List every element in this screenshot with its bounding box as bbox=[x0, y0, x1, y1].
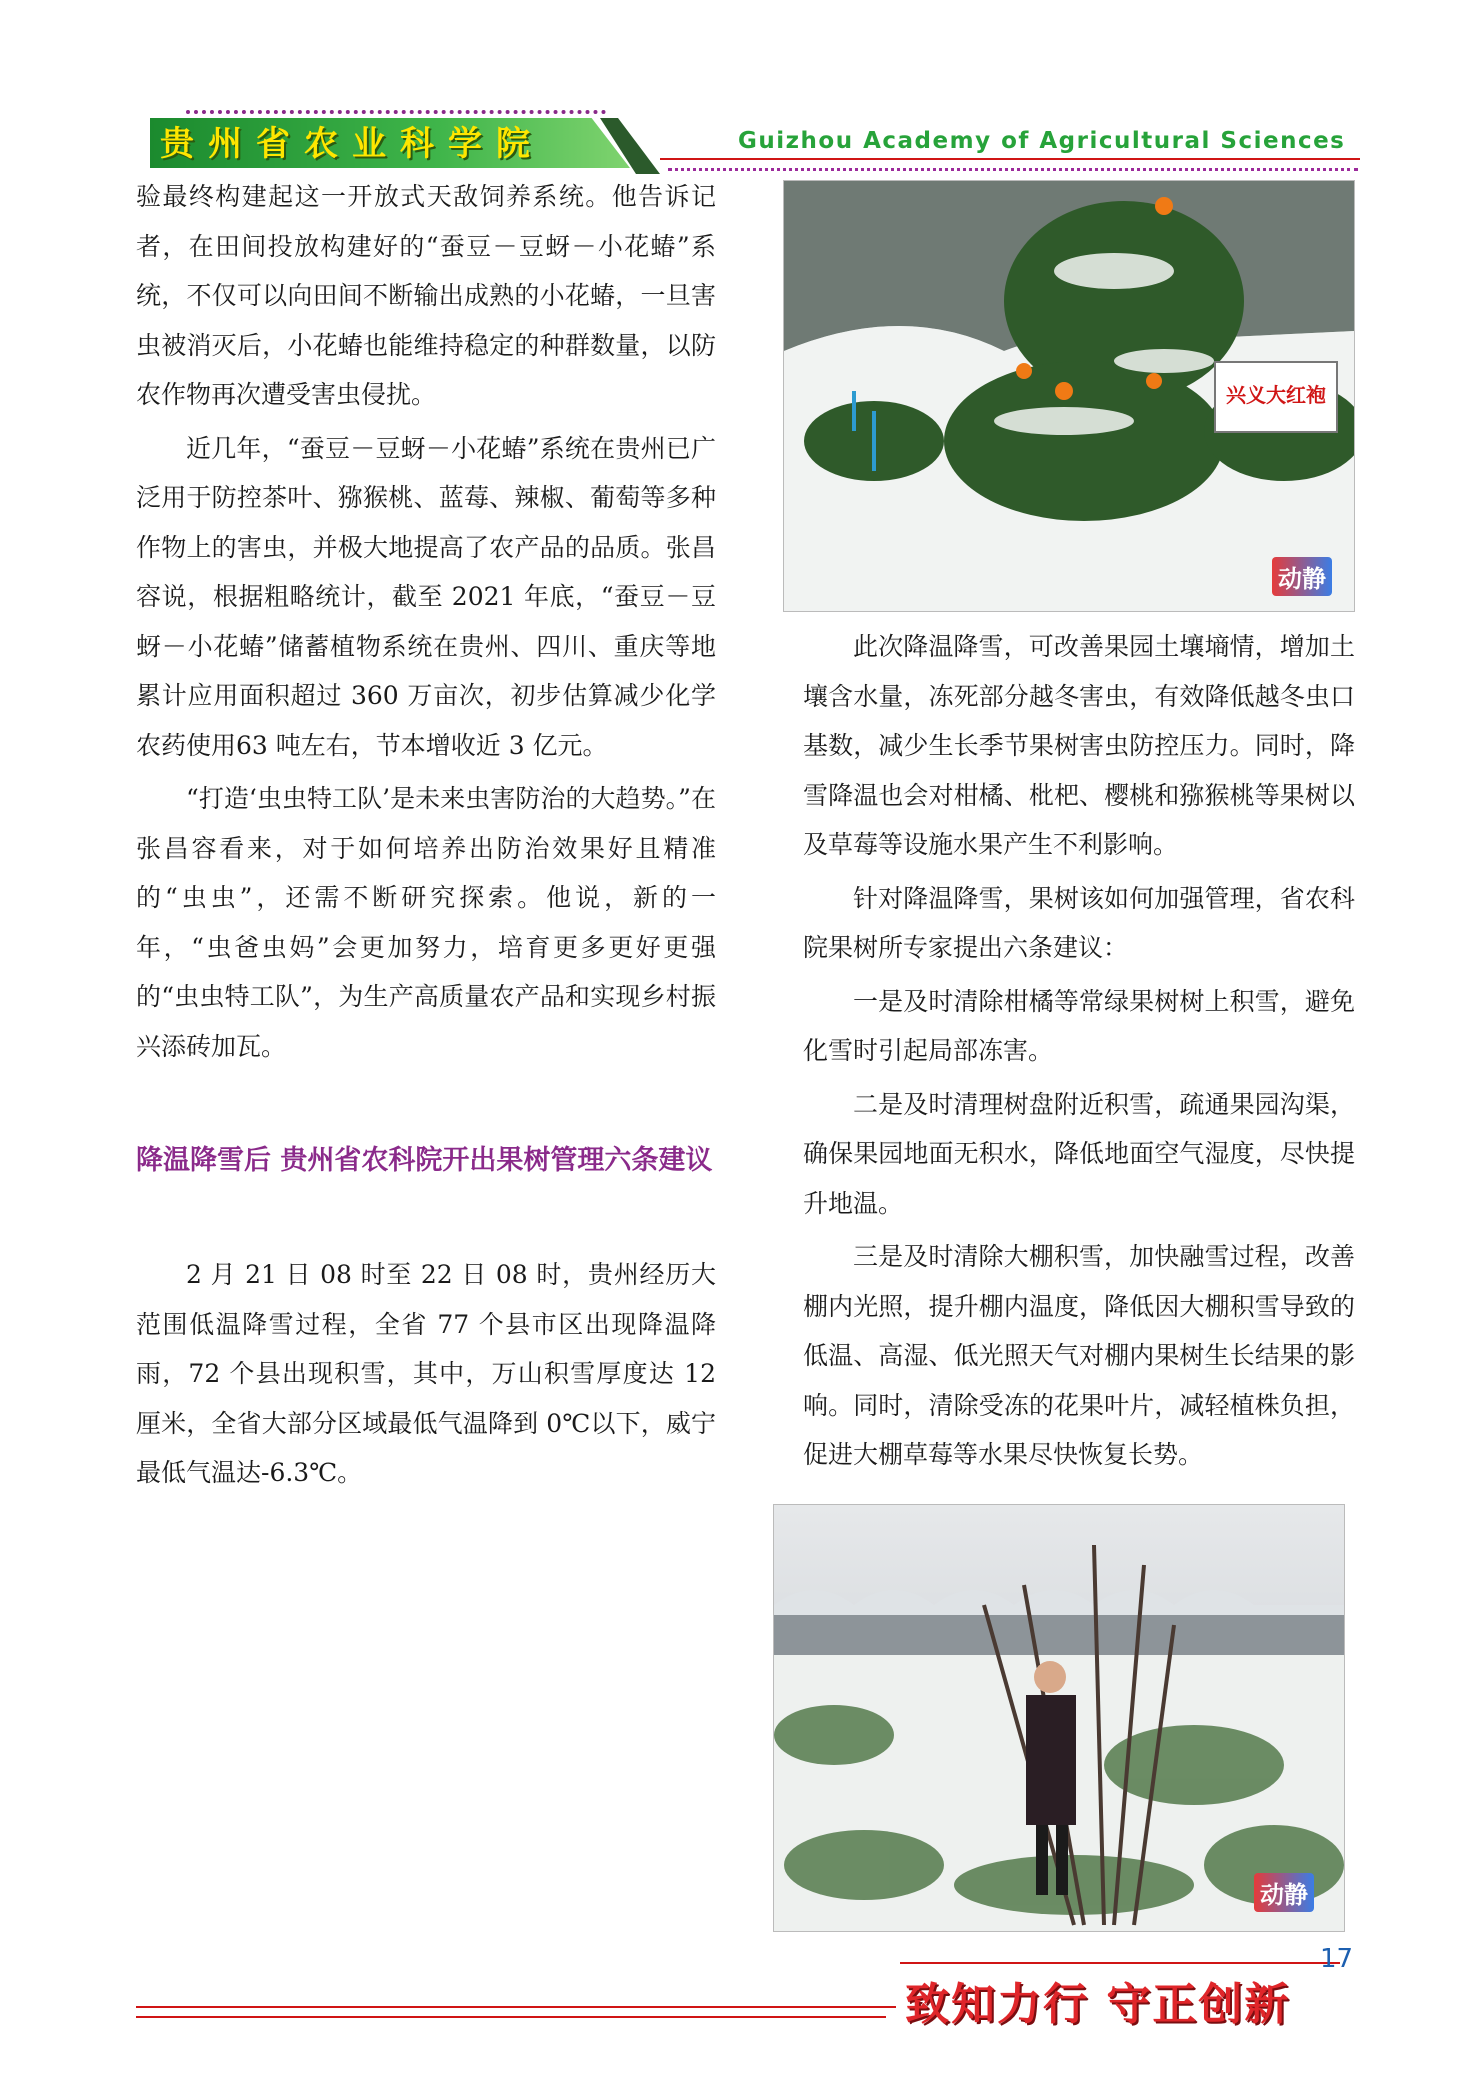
footer-rule bbox=[136, 2006, 896, 2008]
header-dotted-rule bbox=[668, 168, 1358, 171]
greenhouse-roofs bbox=[774, 1590, 1344, 1615]
greenhouse-snow-photo bbox=[773, 1504, 1345, 1932]
paragraph: 此次降温降雪，可改善果园土壤墒情，增加土壤含水量，冻死部分越冬害虫，有效降低越冬虫口基数，减少生长季节果树害虫防控压力。同时，降雪降温也会对柑橘、枇杷、樱桃和猕猴桃等果树以及草莓等设施水果产生不利影响。 bbox=[803, 632, 1355, 859]
paragraph: 三是及时清除大棚积雪，加快融雪过程，改善棚内光照，提升棚内温度，降低因大棚积雪导致的低温、高湿、低光照天气对棚内果树生长结果的影响。同时，清除受冻的花果叶片，减轻植株负担，促进大棚草莓等水果尽快恢复长势。 bbox=[803, 1242, 1355, 1469]
paragraph: 2 月 21 日 08 时至 22 日 08 时，贵州经历大范围低温降雪过程，全省 77 个县市区出现降温降雨，72 个县出现积雪，其中，万山积雪厚度达 12 厘米，全省大部分区域最低气温降到 0℃以下，威宁最低气温达-6.3℃。 bbox=[136, 1260, 716, 1487]
section-heading: 降温降雪后 贵州省农科院开出果树管理六条建议 bbox=[136, 1145, 713, 1176]
paragraph: “打造‘虫虫特工队’是未来虫害防治的大趋势。”在张昌容看来，对于如何培养出防治效果好且精准的“虫虫”，还需不断研究探索。他说，新的一年，“虫爸虫妈”会更加努力，培育更多更好更强的“虫虫特工队”，为生产高质量农产品和实现乡村振兴添砖加瓦。 bbox=[136, 784, 716, 1061]
paragraph: 验最终构建起这一开放式天敌饲养系统。他告诉记者，在田间投放构建好的“蚕豆－豆蚜－小花蝽”系统，不仅可以向田间不断输出成熟的小花蝽，一旦害虫被消灭后，小花蝽也能维持稳定的种群数量，以防农作物再次遭受害虫侵扰。 bbox=[136, 182, 716, 409]
header-title-en: Guizhou Academy of Agricultural Sciences bbox=[738, 128, 1346, 154]
header-dotted-line bbox=[186, 110, 606, 114]
right-column bbox=[803, 622, 1355, 1480]
footer-top-rule bbox=[900, 1962, 1340, 1964]
section-body bbox=[136, 1250, 716, 1498]
watermark-badge: 动静 bbox=[1272, 557, 1332, 596]
orange-tree-snow-photo bbox=[783, 180, 1355, 612]
header-rule bbox=[660, 158, 1360, 160]
paragraph: 二是及时清理树盘附近积雪，疏通果园沟渠，确保果园地面无积水，降低地面空气湿度，尽快提升地温。 bbox=[803, 1089, 1355, 1218]
paragraph: 一是及时清除柑橘等常绿果树树上积雪，避免化雪时引起局部冻害。 bbox=[803, 986, 1355, 1065]
watermark-badge: 动静 bbox=[1254, 1873, 1314, 1912]
page-number: 17 bbox=[1320, 1944, 1354, 1974]
paragraph: 针对降温降雪，果树该如何加强管理，省农科院果树所专家提出六条建议： bbox=[803, 883, 1355, 962]
footer-rule bbox=[136, 2016, 886, 2018]
variety-sign: 兴义大红袍 bbox=[1214, 361, 1338, 433]
paragraph: 近几年，“蚕豆－豆蚜－小花蝽”系统在贵州已广泛用于防控茶叶、猕猴桃、蓝莓、辣椒、葡萄等多种作物上的害虫，并极大地提高了农产品的品质。张昌容说，根据粗略统计，截至 2021 年底，“蚕豆－豆蚜－小花蝽”储蓄植物系统在贵州、四川、重庆等地累计应用面积超过 360 万亩次，初步估算减少化学农药使用63 吨左右，节本增收近 3 亿元。 bbox=[136, 433, 716, 760]
photo-scene bbox=[774, 1505, 1344, 1931]
left-column bbox=[136, 172, 716, 1071]
footer-slogan: 致知力行 守正创新 bbox=[905, 1979, 1291, 2030]
header-title-cn: 贵州省农业科学院 bbox=[160, 124, 544, 164]
